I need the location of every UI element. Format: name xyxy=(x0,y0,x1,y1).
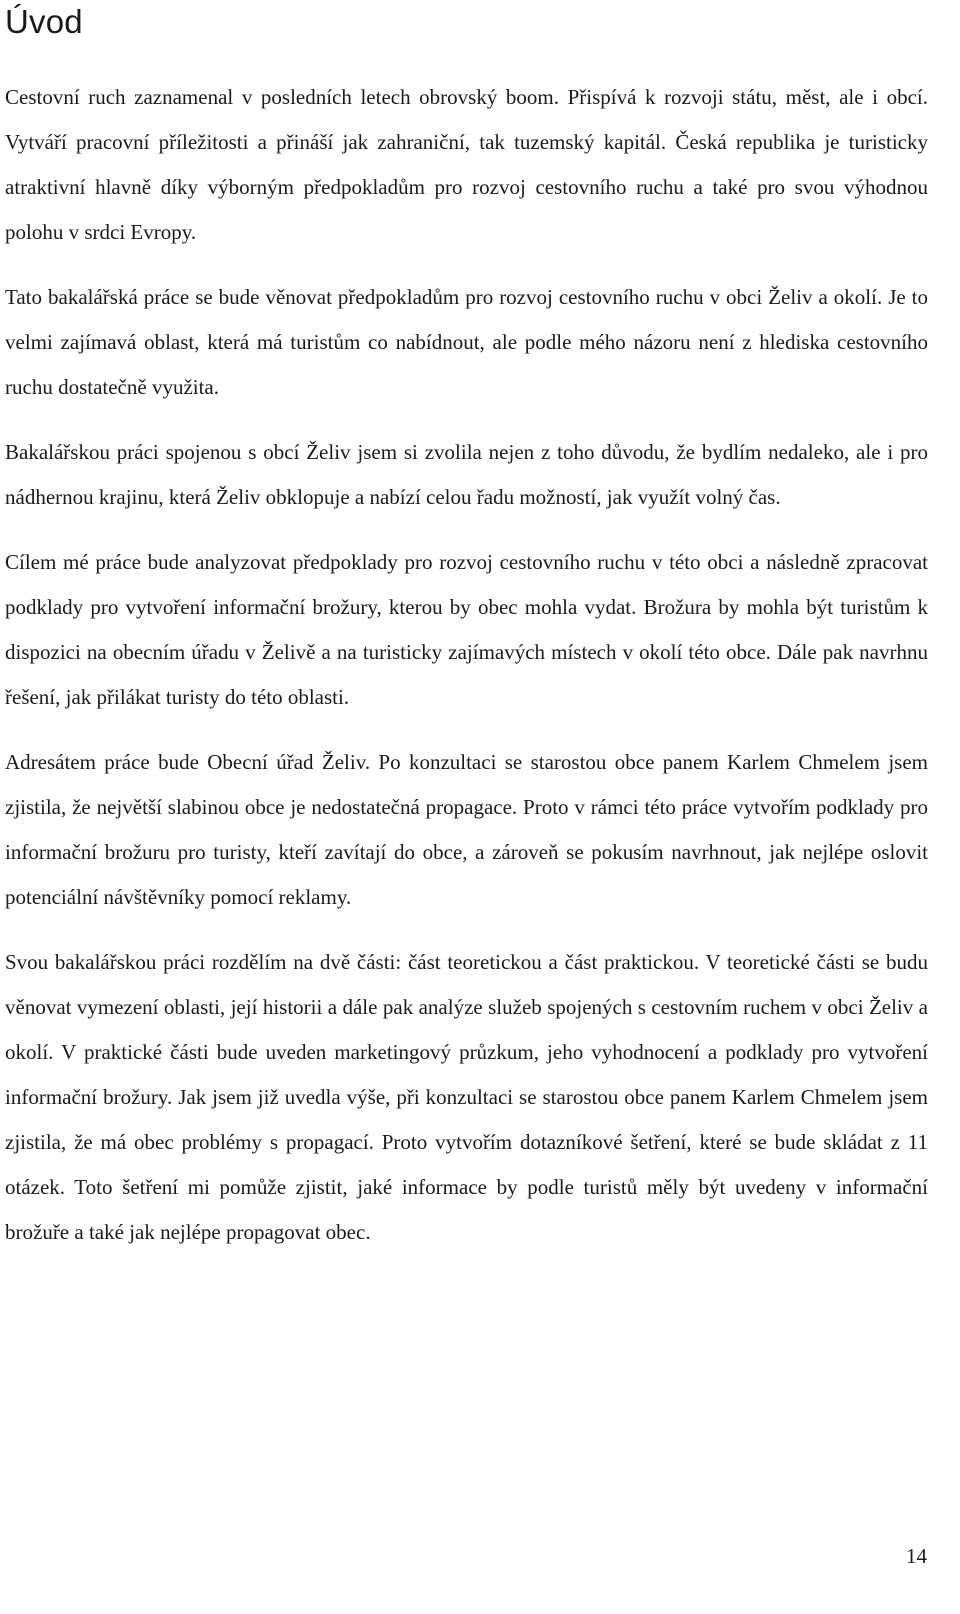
section-heading: Úvod xyxy=(5,3,83,40)
paragraph-4: Cílem mé práce bude analyzovat předpoklady pro rozvoj cestovního ruchu v této obci a následně zpracovat podklady pro vytvoření informační brožury, kterou by obec mohla vydat. Brožura by mohla být turistům k dispozici na obecním úřadu v Želivě a na turisticky zajímavých místech v okolí této obce. Dále pak navrhnu řešení, jak přilákat turisty do této oblasti. xyxy=(5,550,928,709)
paragraph-3: Bakalářskou práci spojenou s obcí Želiv jsem si zvolila nejen z toho důvodu, že bydlím nedaleko, ale i pro nádhernou krajinu, která Želiv obklopuje a nabízí celou řadu možností, jak využít volný čas. xyxy=(5,440,928,509)
paragraph-2: Tato bakalářská práce se bude věnovat předpokladům pro rozvoj cestovního ruchu v obci Želiv a okolí. Je to velmi zajímavá oblast, která má turistům co nabídnout, ale podle mého názoru není z hlediska cestovního ruchu dostatečně využita. xyxy=(5,285,928,399)
paragraph-6: Svou bakalářskou práci rozdělím na dvě části: část teoretickou a část praktickou. V teoretické části se budu věnovat vymezení oblasti, její historii a dále pak analýze služeb spojených s cestovním ruchem v obci Želiv a okolí. V praktické části bude uveden marketingový průzkum, jeho vyhodnocení a podklady pro vytvoření informační brožury. Jak jsem již uvedla výše, při konzultaci se starostou obce panem Karlem Chmelem jsem zjistila, že má obec problémy s propagací. Proto vytvořím dotazníkové šetření, které se bude skládat z 11 otázek. Toto šetření mi pomůže zjistit, jaké informace by podle turistů měly být uvedeny v informační brožuře a také jak nejlépe propagovat obec. xyxy=(5,950,928,1244)
page-number: 14 xyxy=(906,1544,927,1568)
paragraph-5: Adresátem práce bude Obecní úřad Želiv. Po konzultaci se starostou obce panem Karlem Chmelem jsem zjistila, že největší slabinou obce je nedostatečná propagace. Proto v rámci této práce vytvořím podklady pro informační brožuru pro turisty, kteří zavítají do obce, a zároveň se pokusím navrhnout, jak nejlépe oslovit potenciální návštěvníky pomocí reklamy. xyxy=(5,750,928,909)
paragraph-1: Cestovní ruch zaznamenal v posledních letech obrovský boom. Přispívá k rozvoji státu, měst, ale i obcí. Vytváří pracovní příležitosti a přináší jak zahraniční, tak tuzemský kapitál. Česká republika je turisticky atraktivní hlavně díky výborným předpokladům pro rozvoj cestovního ruchu a také pro svou výhodnou polohu v srdci Evropy. xyxy=(5,85,928,244)
document-page xyxy=(5,0,928,1255)
